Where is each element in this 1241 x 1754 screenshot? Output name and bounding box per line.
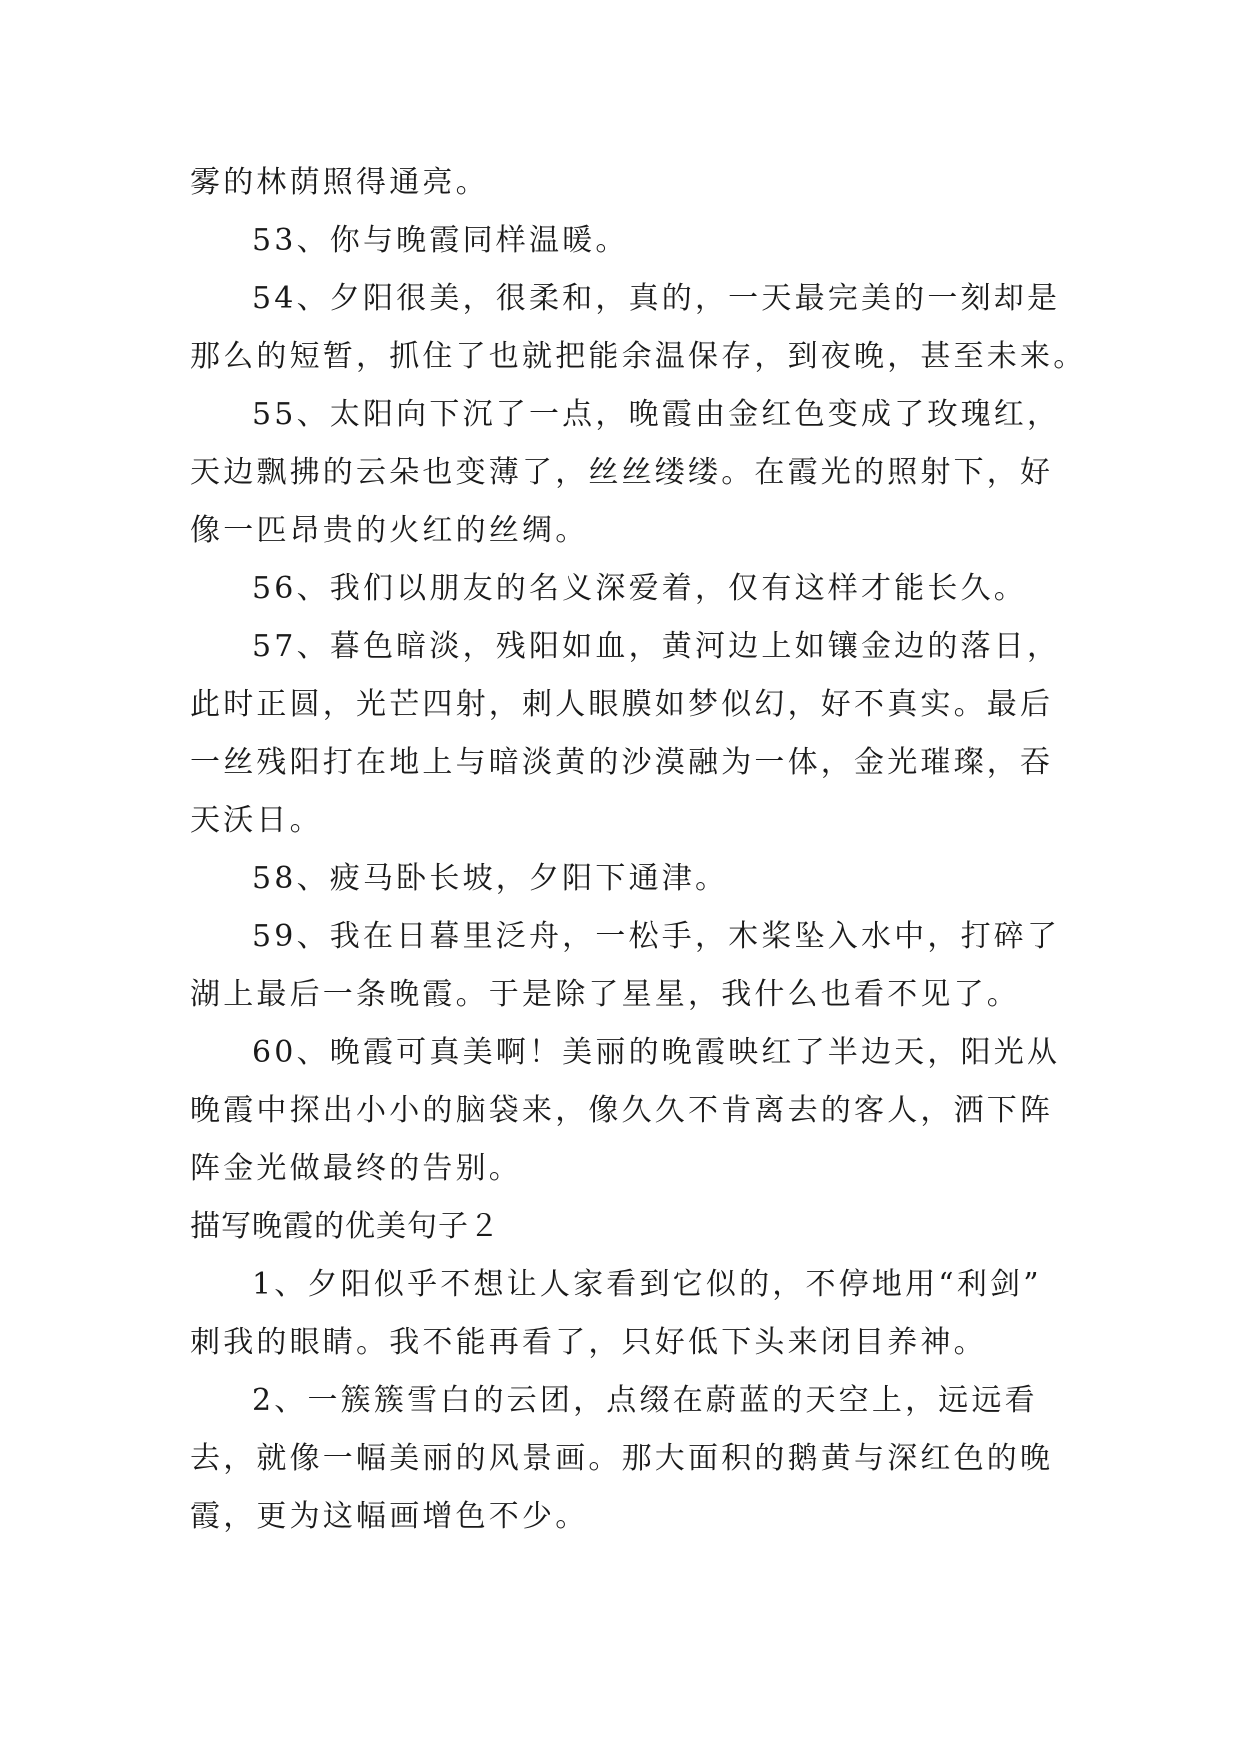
text-line: 54、夕阳很美，很柔和，真的，一天最完美的一刻却是 [252,281,1061,316]
text-line: 湖上最后一条晚霞。于是除了星星，我什么也看不见了。 [190,977,1020,1012]
paragraph-60 [190,1024,1060,1198]
text-line: 53、你与晚霞同样温暖。 [252,223,629,258]
text-line: 57、暮色暗淡，残阳如血，黄河边上如镶金边的落日， [252,629,1061,664]
text-line: 59、我在日暮里泛舟，一松手，木桨坠入水中，打碎了 [252,919,1061,954]
text-line: 56、我们以朋友的名义深爱着，仅有这样才能长久。 [252,571,1027,606]
text-line: 2、一簇簇雪白的云团，点缀在蔚蓝的天空上，远远看 [252,1383,1038,1418]
text-line: 晚霞中探出小小的脑袋来，像久久不肯离去的客人，洒下阵 [190,1093,1054,1128]
paragraph-59 [190,908,1060,1024]
text-line: 像一匹昂贵的火红的丝绸。 [190,513,589,548]
section-title: 描写晚霞的优美句子２ [190,1209,500,1244]
paragraph-53 [190,212,1060,270]
text-line: 一丝残阳打在地上与暗淡黄的沙漠融为一体，金光璀璨，吞 [190,745,1054,780]
paragraph-58 [190,850,1060,908]
text-line: 雾的林荫照得通亮。 [190,165,489,200]
text-line: 霞，更为这幅画增色不少。 [190,1499,589,1534]
text-line: 那么的短暂，抓住了也就把能余温保存，到夜晚，甚至未来。 [190,339,1087,374]
paragraph-continuation [190,154,1060,212]
paragraph-56 [190,560,1060,618]
text-line: 天沃日。 [190,803,323,838]
text-line: 55、太阳向下沉了一点，晚霞由金红色变成了玫瑰红， [252,397,1061,432]
text-line: 1、夕阳似乎不想让人家看到它似的，不停地用“利剑” [252,1267,1042,1302]
section-paragraph-1 [190,1256,1060,1372]
paragraph-54 [190,270,1087,386]
text-line: 58、疲马卧长坡，夕阳下通津。 [252,861,729,896]
paragraph-57 [190,618,1060,850]
document-body [190,154,1087,1546]
text-line: 60、晚霞可真美啊！美丽的晚霞映红了半边天，阳光从 [252,1035,1061,1070]
text-line: 刺我的眼睛。我不能再看了，只好低下头来闭目养神。 [190,1325,987,1360]
section-paragraph-2 [190,1372,1060,1546]
text-line: 此时正圆，光芒四射，刺人眼膜如梦似幻，好不真实。最后 [190,687,1054,722]
text-line: 去，就像一幅美丽的风景画。那大面积的鹅黄与深红色的晚 [190,1441,1054,1476]
text-line: 阵金光做最终的告别。 [190,1151,522,1186]
text-line: 天边飘拂的云朵也变薄了，丝丝缕缕。在霞光的照射下，好 [190,455,1054,490]
paragraph-55 [190,386,1060,560]
